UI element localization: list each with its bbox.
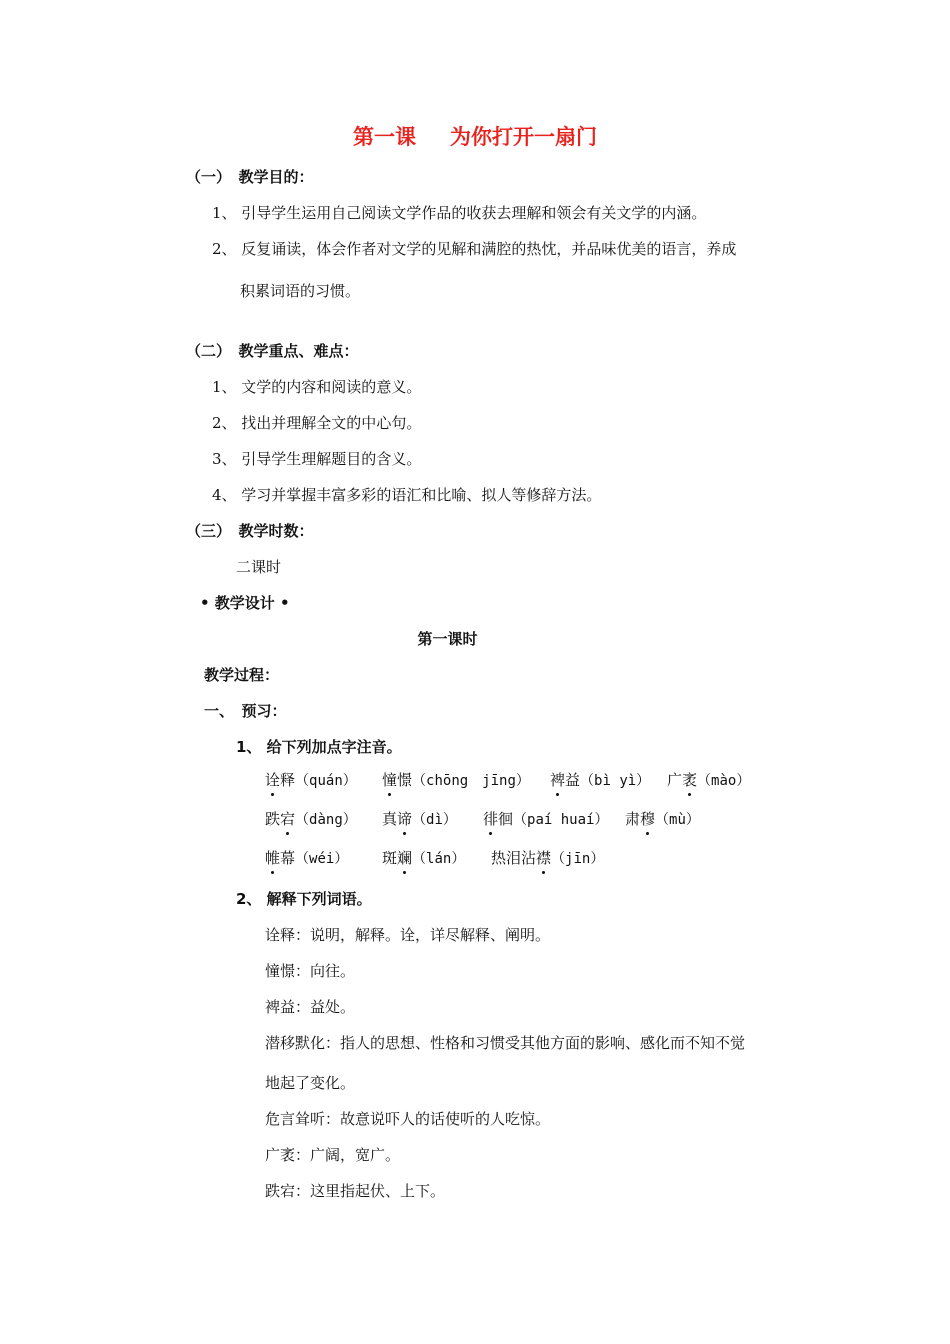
objective-item-continuation: 积累词语的习惯。 <box>240 282 361 300</box>
definition-line: 憧憬：向往。 <box>265 962 356 980</box>
pinyin-annotation: （paí huaí） <box>513 812 609 828</box>
task1-heading: 1、 给下列加点字注音。 <box>236 738 402 756</box>
dotted-character: 袤 <box>682 771 698 789</box>
task2-heading: 2、 解释下列词语。 <box>236 890 372 908</box>
process-heading: 教学过程： <box>204 666 280 684</box>
period-heading: 第一课时 <box>417 630 478 648</box>
word-prefix: 肃 <box>625 810 641 828</box>
definition-line: 裨益：益处。 <box>265 998 356 1016</box>
pinyin-entry <box>265 848 348 869</box>
pinyin-entry <box>491 848 604 869</box>
key-point-item: 3、 引导学生理解题目的含义。 <box>212 450 422 468</box>
definition-line-continuation: 地起了变化。 <box>265 1074 356 1092</box>
section-heading-objectives: （一） 教学目的： <box>186 168 314 186</box>
pinyin-entry <box>265 809 357 830</box>
pinyin-entry <box>483 809 608 830</box>
dotted-character: 帷 <box>265 849 281 867</box>
definition-line: 诠释：说明，解释。诠，详尽解释、阐明。 <box>265 926 551 944</box>
design-heading: • 教学设计 • <box>200 594 290 612</box>
objective-item: 2、 反复诵读，体会作者对文学的见解和满腔的热忱，并品味优美的语言，养成 <box>212 240 737 258</box>
key-point-item: 1、 文学的内容和阅读的意义。 <box>212 378 422 396</box>
hours-value: 二课时 <box>236 558 282 576</box>
pinyin-annotation: （mù） <box>655 812 700 828</box>
word-prefix: 跌 <box>265 810 281 828</box>
pinyin-annotation: （dì） <box>412 812 457 828</box>
pinyin-entry <box>667 770 750 791</box>
word-prefix: 广 <box>667 771 683 789</box>
section-heading-key-points: （二） 教学重点、难点： <box>186 342 359 360</box>
pinyin-annotation: （chōng jīng） <box>412 773 530 789</box>
dotted-character: 裨 <box>550 771 566 789</box>
pinyin-annotation: （bì yì） <box>580 773 651 789</box>
pinyin-entry <box>382 770 530 791</box>
word-prefix: 真 <box>382 810 398 828</box>
word-suffix: 益 <box>565 771 581 789</box>
page-title <box>0 124 950 150</box>
word-prefix: 热泪沾 <box>491 849 537 867</box>
pinyin-annotation: （lán） <box>412 851 466 867</box>
dotted-character: 宕 <box>280 810 296 828</box>
dotted-character: 谛 <box>397 810 413 828</box>
definition-line: 跌宕：这里指起伏、上下。 <box>265 1182 446 1200</box>
dotted-character: 徘 <box>483 810 499 828</box>
word-suffix: 徊 <box>498 810 514 828</box>
section-heading-hours: （三） 教学时数： <box>186 522 314 540</box>
word-suffix: 释 <box>280 771 296 789</box>
dotted-character: 穆 <box>640 810 656 828</box>
pinyin-annotation: （quán） <box>295 773 357 789</box>
word-suffix: 憬 <box>397 771 413 789</box>
pinyin-annotation: （dàng） <box>295 812 357 828</box>
preview-heading: 一、 预习： <box>204 702 287 720</box>
definition-line: 危言耸听：故意说吓人的话使听的人吃惊。 <box>265 1110 551 1128</box>
key-point-item: 4、 学习并掌握丰富多彩的语汇和比喻、拟人等修辞方法。 <box>212 486 602 504</box>
pinyin-entry <box>382 809 457 830</box>
pinyin-entry <box>265 770 357 791</box>
dotted-character: 诠 <box>265 771 281 789</box>
pinyin-entry <box>550 770 650 791</box>
pinyin-entry <box>625 809 700 830</box>
dotted-character: 斓 <box>397 849 413 867</box>
lesson-number: 第一课 <box>353 125 416 149</box>
lesson-name: 为你打开一扇门 <box>450 125 597 149</box>
definition-line: 潜移默化：指人的思想、性格和习惯受其他方面的影响、感化而不知不觉 <box>265 1034 746 1052</box>
dotted-character: 襟 <box>536 849 552 867</box>
pinyin-entry <box>382 848 465 869</box>
definition-line: 广袤：广阔，宽广。 <box>265 1146 401 1164</box>
dotted-character: 憧 <box>382 771 398 789</box>
word-suffix: 幕 <box>280 849 296 867</box>
pinyin-annotation: （wéi） <box>295 851 349 867</box>
pinyin-annotation: （mào） <box>697 773 751 789</box>
objective-item: 1、 引导学生运用自己阅读文学作品的收获去理解和领会有关文学的内涵。 <box>212 204 707 222</box>
word-prefix: 斑 <box>382 849 398 867</box>
pinyin-annotation: （jīn） <box>551 851 605 867</box>
key-point-item: 2、 找出并理解全文的中心句。 <box>212 414 422 432</box>
